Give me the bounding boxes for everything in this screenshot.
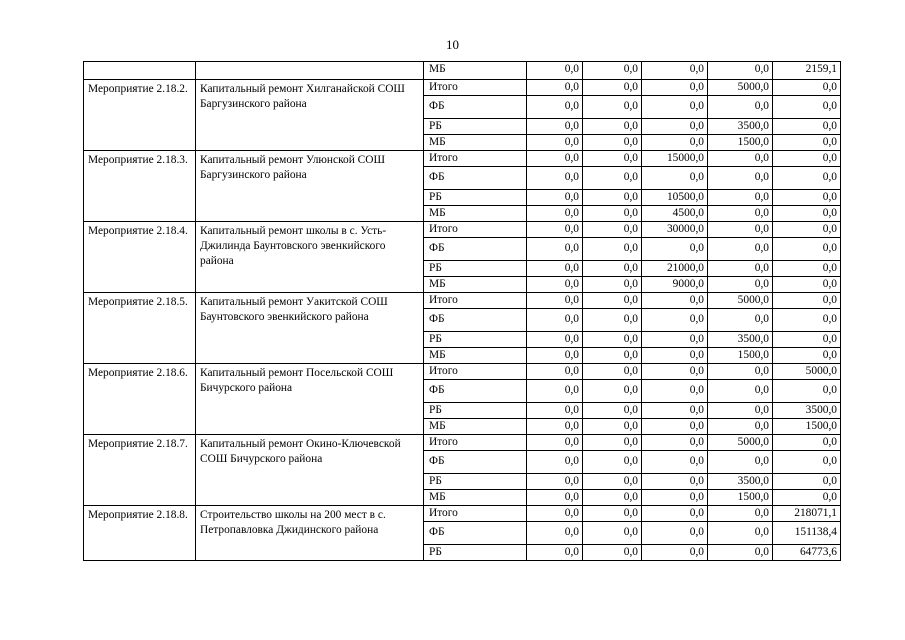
value-cell: 1500,0 [773,419,841,435]
value-cell: 0,0 [773,206,841,222]
value-cell: 0,0 [527,277,583,293]
budget-table-body [84,62,841,561]
value-cell: 4500,0 [642,206,708,222]
name-cell: Капитальный ремонт Хилганайской СОШ Баргузинского района [196,80,424,151]
value-cell: 0,0 [708,522,773,545]
value-cell: 0,0 [527,522,583,545]
source-cell: Итого [424,151,527,167]
value-cell: 0,0 [583,403,642,419]
value-cell: 0,0 [642,96,708,119]
value-cell: 0,0 [708,364,773,380]
source-cell: РБ [424,190,527,206]
value-cell: 0,0 [708,190,773,206]
value-cell: 0,0 [583,206,642,222]
value-cell: 0,0 [583,190,642,206]
source-cell: РБ [424,119,527,135]
value-cell: 0,0 [642,451,708,474]
value-cell: 5000,0 [708,435,773,451]
source-cell: Итого [424,435,527,451]
source-cell: МБ [424,419,527,435]
value-cell: 0,0 [708,238,773,261]
value-cell: 0,0 [642,522,708,545]
value-cell: 0,0 [583,80,642,96]
value-cell: 0,0 [708,206,773,222]
source-cell: ФБ [424,238,527,261]
value-cell: 0,0 [773,135,841,151]
value-cell: 3500,0 [773,403,841,419]
table-row [84,506,841,522]
value-cell: 0,0 [527,348,583,364]
value-cell: 64773,6 [773,545,841,561]
value-cell: 0,0 [773,261,841,277]
value-cell: 0,0 [583,435,642,451]
value-cell: 0,0 [583,222,642,238]
value-cell: 0,0 [583,119,642,135]
value-cell: 0,0 [583,380,642,403]
value-cell: 0,0 [583,332,642,348]
value-cell: 0,0 [642,135,708,151]
value-cell: 0,0 [527,206,583,222]
value-cell: 0,0 [527,261,583,277]
table-row [84,293,841,309]
value-cell: 0,0 [583,151,642,167]
value-cell: 0,0 [583,545,642,561]
value-cell: 0,0 [708,506,773,522]
value-cell: 0,0 [583,348,642,364]
source-cell: МБ [424,62,527,80]
source-cell: ФБ [424,96,527,119]
source-cell: РБ [424,545,527,561]
value-cell: 0,0 [527,506,583,522]
value-cell: 0,0 [527,80,583,96]
source-cell: МБ [424,135,527,151]
value-cell: 0,0 [642,167,708,190]
name-cell: Строительство школы на 200 мест в с. Петропавловка Джидинского района [196,506,424,561]
activity-cell: Мероприятие 2.18.2. [84,80,196,151]
value-cell: 5000,0 [773,364,841,380]
name-cell [196,62,424,80]
source-cell: РБ [424,403,527,419]
source-cell: МБ [424,348,527,364]
table-row [84,222,841,238]
value-cell: 0,0 [642,506,708,522]
source-cell: РБ [424,261,527,277]
value-cell: 0,0 [708,167,773,190]
value-cell: 0,0 [708,545,773,561]
source-cell: ФБ [424,167,527,190]
value-cell: 218071,1 [773,506,841,522]
value-cell: 0,0 [642,62,708,80]
value-cell: 0,0 [708,151,773,167]
source-cell: ФБ [424,380,527,403]
value-cell: 0,0 [583,490,642,506]
value-cell: 0,0 [583,293,642,309]
value-cell: 0,0 [527,151,583,167]
value-cell: 0,0 [527,62,583,80]
value-cell: 0,0 [773,309,841,332]
value-cell: 0,0 [642,80,708,96]
source-cell: МБ [424,206,527,222]
value-cell: 0,0 [527,190,583,206]
value-cell: 0,0 [527,238,583,261]
source-cell: РБ [424,474,527,490]
value-cell: 0,0 [642,348,708,364]
source-cell: РБ [424,332,527,348]
value-cell: 0,0 [527,435,583,451]
value-cell: 0,0 [773,451,841,474]
value-cell: 0,0 [527,474,583,490]
value-cell: 0,0 [773,380,841,403]
value-cell: 15000,0 [642,151,708,167]
value-cell: 0,0 [583,451,642,474]
value-cell: 0,0 [527,419,583,435]
value-cell: 0,0 [773,238,841,261]
value-cell: 0,0 [642,490,708,506]
table-row [84,435,841,451]
name-cell: Капитальный ремонт Уакитской СОШ Баунтовского эвенкийского района [196,293,424,364]
value-cell: 5000,0 [708,293,773,309]
value-cell: 0,0 [642,293,708,309]
source-cell: Итого [424,364,527,380]
table-row [84,80,841,96]
value-cell: 5000,0 [708,80,773,96]
budget-table [83,61,841,561]
value-cell: 30000,0 [642,222,708,238]
source-cell: Итого [424,222,527,238]
value-cell: 0,0 [642,545,708,561]
value-cell: 3500,0 [708,332,773,348]
value-cell: 0,0 [642,309,708,332]
table-row [84,62,841,80]
value-cell: 0,0 [527,403,583,419]
page-number: 10 [446,37,459,52]
value-cell: 3500,0 [708,119,773,135]
value-cell: 0,0 [583,261,642,277]
value-cell: 0,0 [773,435,841,451]
value-cell: 151138,4 [773,522,841,545]
value-cell: 0,0 [583,167,642,190]
value-cell: 0,0 [708,309,773,332]
value-cell: 0,0 [527,96,583,119]
value-cell: 0,0 [527,293,583,309]
source-cell: ФБ [424,309,527,332]
value-cell: 0,0 [527,135,583,151]
value-cell: 0,0 [527,451,583,474]
value-cell: 0,0 [583,96,642,119]
value-cell: 0,0 [773,277,841,293]
name-cell: Капитальный ремонт Улюнской СОШ Баргузинского района [196,151,424,222]
source-cell: Итого [424,506,527,522]
value-cell: 0,0 [708,261,773,277]
activity-cell: Мероприятие 2.18.6. [84,364,196,435]
value-cell: 0,0 [773,348,841,364]
value-cell: 0,0 [773,222,841,238]
value-cell: 0,0 [583,309,642,332]
value-cell: 0,0 [773,474,841,490]
table-row [84,151,841,167]
activity-cell [84,62,196,80]
value-cell: 0,0 [583,522,642,545]
value-cell: 0,0 [708,222,773,238]
value-cell: 0,0 [708,96,773,119]
source-cell: Итого [424,293,527,309]
value-cell: 0,0 [527,119,583,135]
table-row [84,364,841,380]
value-cell: 0,0 [642,119,708,135]
value-cell: 0,0 [642,380,708,403]
value-cell: 0,0 [642,474,708,490]
value-cell: 0,0 [527,545,583,561]
value-cell: 0,0 [773,332,841,348]
activity-cell: Мероприятие 2.18.8. [84,506,196,561]
name-cell: Капитальный ремонт Окино-Ключевской СОШ Бичурского района [196,435,424,506]
value-cell: 0,0 [773,293,841,309]
value-cell: 0,0 [583,364,642,380]
value-cell: 0,0 [708,451,773,474]
value-cell: 0,0 [527,364,583,380]
value-cell: 0,0 [583,135,642,151]
value-cell: 0,0 [708,62,773,80]
name-cell: Капитальный ремонт школы в с. Усть-Джилинда Баунтовского эвенкийского района [196,222,424,293]
value-cell: 0,0 [773,190,841,206]
source-cell: МБ [424,277,527,293]
value-cell: 0,0 [527,222,583,238]
value-cell: 2159,1 [773,62,841,80]
value-cell: 0,0 [583,238,642,261]
value-cell: 0,0 [642,435,708,451]
name-cell: Капитальный ремонт Посельской СОШ Бичурского района [196,364,424,435]
activity-cell: Мероприятие 2.18.4. [84,222,196,293]
value-cell: 0,0 [773,96,841,119]
value-cell: 0,0 [773,151,841,167]
value-cell: 0,0 [583,419,642,435]
activity-cell: Мероприятие 2.18.7. [84,435,196,506]
value-cell: 0,0 [642,238,708,261]
value-cell: 0,0 [583,506,642,522]
value-cell: 0,0 [527,332,583,348]
value-cell: 1500,0 [708,490,773,506]
source-cell: ФБ [424,522,527,545]
value-cell: 21000,0 [642,261,708,277]
activity-cell: Мероприятие 2.18.5. [84,293,196,364]
value-cell: 0,0 [708,277,773,293]
value-cell: 3500,0 [708,474,773,490]
value-cell: 9000,0 [642,277,708,293]
value-cell: 0,0 [527,309,583,332]
value-cell: 0,0 [642,332,708,348]
value-cell: 0,0 [527,490,583,506]
value-cell: 0,0 [773,490,841,506]
value-cell: 0,0 [642,364,708,380]
source-cell: МБ [424,490,527,506]
value-cell: 0,0 [527,380,583,403]
value-cell: 1500,0 [708,348,773,364]
value-cell: 0,0 [773,80,841,96]
value-cell: 0,0 [773,167,841,190]
activity-cell: Мероприятие 2.18.3. [84,151,196,222]
value-cell: 0,0 [708,419,773,435]
value-cell: 0,0 [773,119,841,135]
source-cell: Итого [424,80,527,96]
source-cell: ФБ [424,451,527,474]
value-cell: 1500,0 [708,135,773,151]
value-cell: 0,0 [708,380,773,403]
value-cell: 0,0 [527,167,583,190]
value-cell: 0,0 [708,403,773,419]
value-cell: 10500,0 [642,190,708,206]
value-cell: 0,0 [642,403,708,419]
value-cell: 0,0 [642,419,708,435]
value-cell: 0,0 [583,474,642,490]
value-cell: 0,0 [583,62,642,80]
value-cell: 0,0 [583,277,642,293]
